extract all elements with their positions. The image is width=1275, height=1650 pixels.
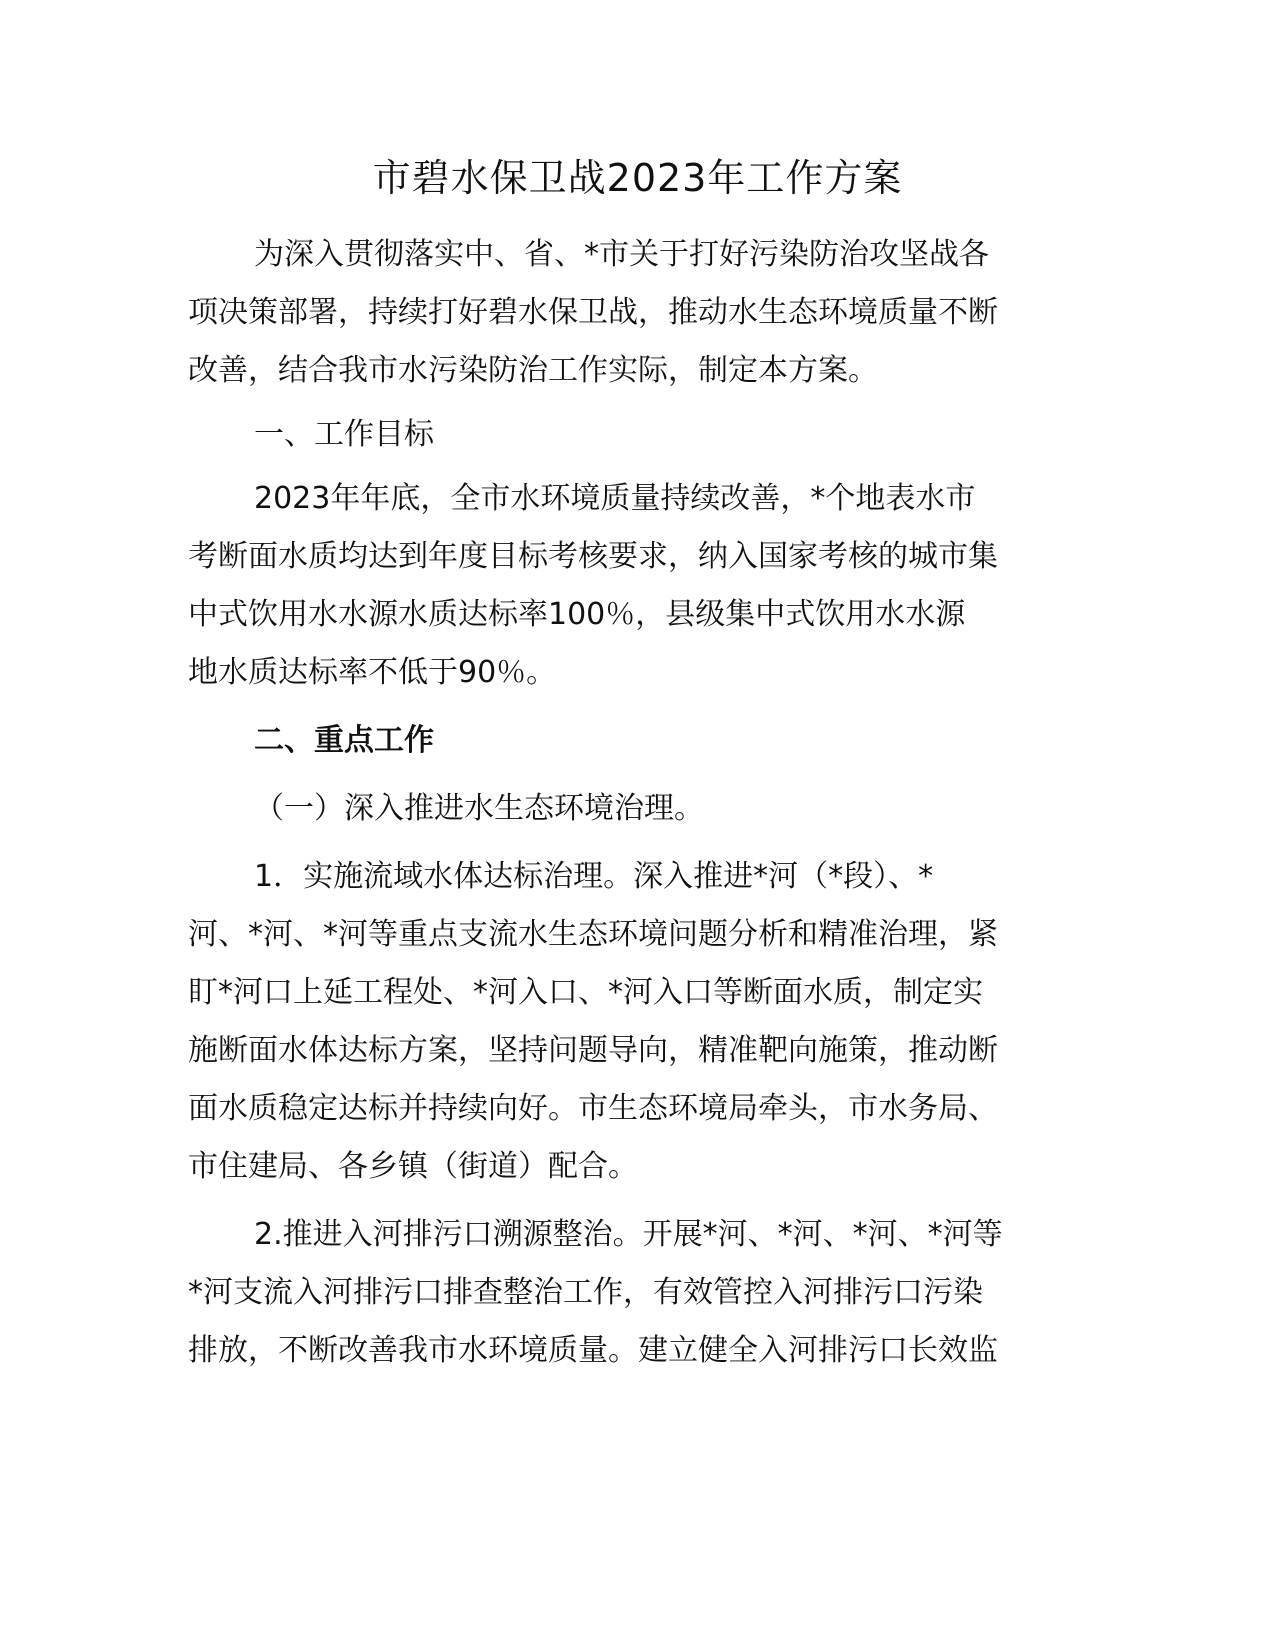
- intro-line-1: 为深入贯彻落实中、省、*市关于打好污染防治攻坚战各: [254, 237, 989, 272]
- item-1-line-3: 盯*河口上延工程处、*河入口、*河入口等断面水质，制定实: [188, 975, 983, 1010]
- item-1-line-2: 河、*河、*河等重点支流水生态环境问题分析和精准治理，紧: [188, 917, 998, 952]
- goals-line-1: 2023年年底，全市水环境质量持续改善，*个地表水市: [254, 481, 976, 516]
- goals-line-2: 考断面水质均达到年度目标考核要求，纳入国家考核的城市集: [188, 539, 998, 574]
- document-title: 市碧水保卫战2023年工作方案: [372, 156, 903, 200]
- goals-line-3: 中式饮用水水源水质达标率100％，县级集中式饮用水水源: [188, 597, 966, 632]
- goals-line-4: 地水质达标率不低于90％。: [188, 655, 557, 690]
- item-1-line-4: 施断面水体达标方案，坚持问题导向，精准靶向施策，推动断: [188, 1033, 998, 1068]
- item-2-line-1: 2.推进入河排污口溯源整治。开展*河、*河、*河、*河等: [254, 1217, 1003, 1252]
- intro-line-2: 项决策部署，持续打好碧水保卫战，推动水生态环境质量不断: [188, 295, 998, 330]
- document-body: [188, 226, 1088, 1380]
- item-1-line-5: 面水质稳定达标并持续向好。市生态环境局牵头，市水务局、: [188, 1091, 998, 1126]
- item-1-line-1: 1．实施流域水体达标治理。深入推进*河（*段）、*: [254, 859, 934, 894]
- section-heading-key-work: 二、重点工作: [254, 723, 434, 758]
- section-heading-goals: 一、工作目标: [254, 417, 434, 452]
- subsection-heading-1: （一）深入推进水生态环境治理。: [254, 791, 704, 826]
- item-2-line-3: 排放，不断改善我市水环境质量。建立健全入河排污口长效监: [188, 1333, 998, 1368]
- item-2-line-2: *河支流入河排污口排查整治工作，有效管控入河排污口污染: [188, 1275, 983, 1310]
- item-1-line-6: 市住建局、各乡镇（街道）配合。: [188, 1149, 638, 1184]
- intro-line-3: 改善，结合我市水污染防治工作实际，制定本方案。: [188, 353, 878, 388]
